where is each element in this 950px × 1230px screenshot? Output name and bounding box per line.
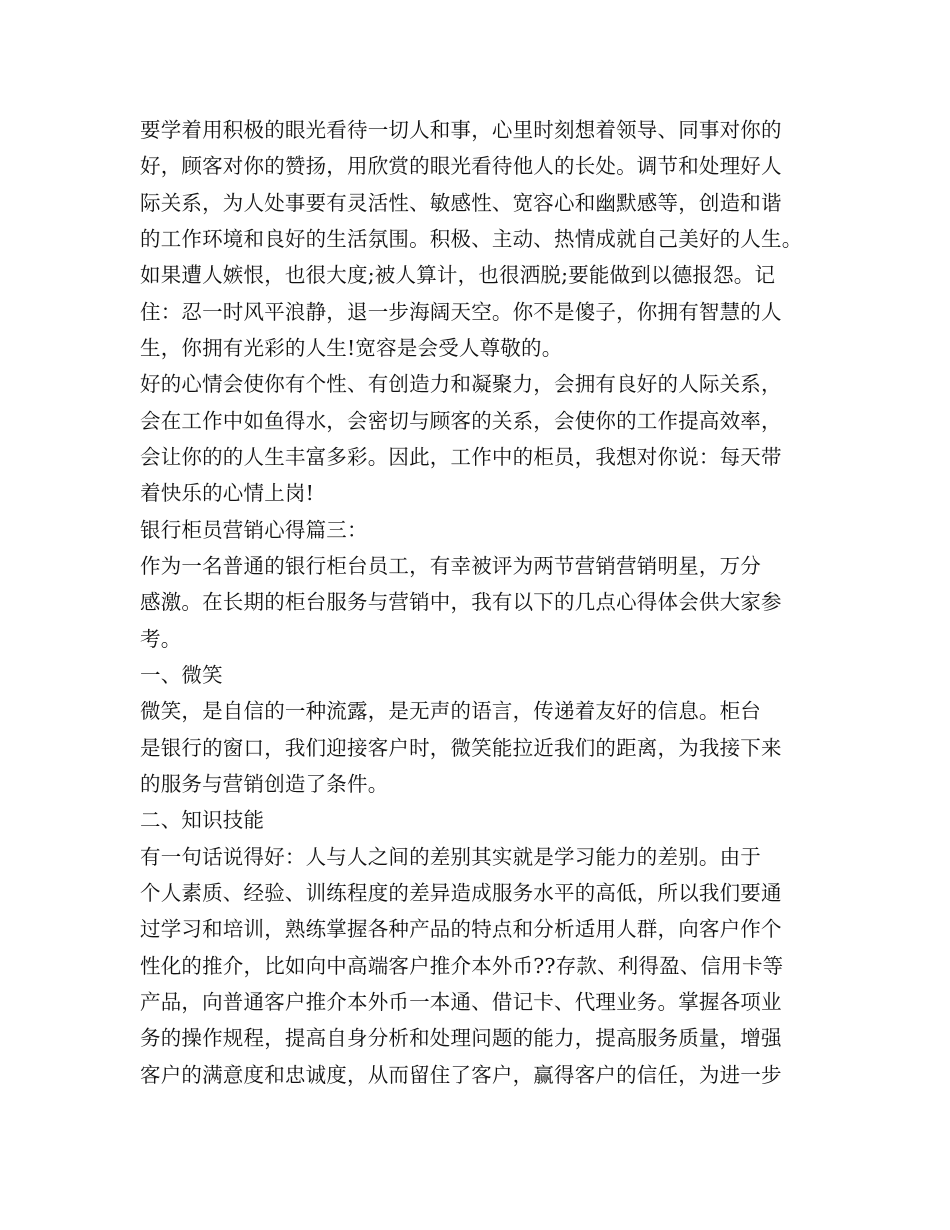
subsection-heading: 二、知识技能	[140, 808, 265, 832]
text-line: 的服务与营销创造了条件。	[140, 772, 389, 796]
text-line: 如果遭人嫉恨，也很大度;被人算计，也很洒脱;要能做到以德报怨。记	[140, 263, 776, 287]
text-line: 生，你拥有光彩的人生!宽容是会受人尊敬的。	[140, 336, 563, 360]
text-line: 要学着用积极的眼光看待一切人和事，心里时刻想着领导、同事对你的	[140, 118, 782, 142]
text-line: 客户的满意度和忠诚度，从而留住了客户，赢得客户的信任，为进一步	[140, 1063, 782, 1087]
text-line: 有一句话说得好：人与人之间的差别其实就是学习能力的差别。由于	[140, 845, 761, 869]
text-line: 感激。在长期的柜台服务与营销中，我有以下的几点心得体会供大家参	[140, 590, 782, 614]
text-line: 产品，向普通客户推介本外币一本通、借记卡、代理业务。掌握各项业	[140, 990, 782, 1014]
text-line: 作为一名普通的银行柜台员工，有幸被评为两节营销营销明星，万分	[140, 554, 761, 578]
section-heading: 银行柜员营销心得篇三：	[140, 518, 368, 542]
text-line: 个人素质、经验、训练程度的差异造成服务水平的高低，所以我们要通	[140, 881, 782, 905]
text-line: 际关系，为人处事要有灵活性、敏感性、宽容心和幽默感等，创造和谐	[140, 191, 782, 215]
text-line: 好，顾客对你的赞扬，用欣赏的眼光看待他人的长处。调节和处理好人	[140, 154, 782, 178]
text-line: 过学习和培训，熟练掌握各种产品的特点和分析适用人群，向客户作个	[140, 917, 782, 941]
text-line: 会在工作中如鱼得水，会密切与顾客的关系，会使你的工作提高效率，	[140, 409, 782, 433]
text-line: 务的操作规程，提高自身分析和处理问题的能力，提高服务质量，增强	[140, 1026, 782, 1050]
text-line: 好的心情会使你有个性、有创造力和凝聚力，会拥有良好的人际关系，	[140, 372, 782, 396]
text-line: 微笑，是自信的一种流露，是无声的语言，传递着友好的信息。柜台	[140, 699, 761, 723]
text-line: 是银行的窗口，我们迎接客户时，微笑能拉近我们的距离，为我接下来	[140, 736, 782, 760]
text-line: 的工作环境和良好的生活氛围。积极、主动、热情成就自己美好的人生。	[140, 227, 803, 251]
subsection-heading: 一、微笑	[140, 663, 223, 687]
text-line: 考。	[140, 627, 182, 651]
text-line: 住：忍一时风平浪静，退一步海阔天空。你不是傻子，你拥有智慧的人	[140, 300, 782, 324]
text-line: 性化的推介，比如向中高端客户推介本外币??存款、利得盈、信用卡等	[140, 954, 784, 978]
text-line: 会让你的的人生丰富多彩。因此，工作中的柜员，我想对你说：每天带	[140, 445, 782, 469]
text-line: 着快乐的心情上岗!	[140, 481, 315, 505]
